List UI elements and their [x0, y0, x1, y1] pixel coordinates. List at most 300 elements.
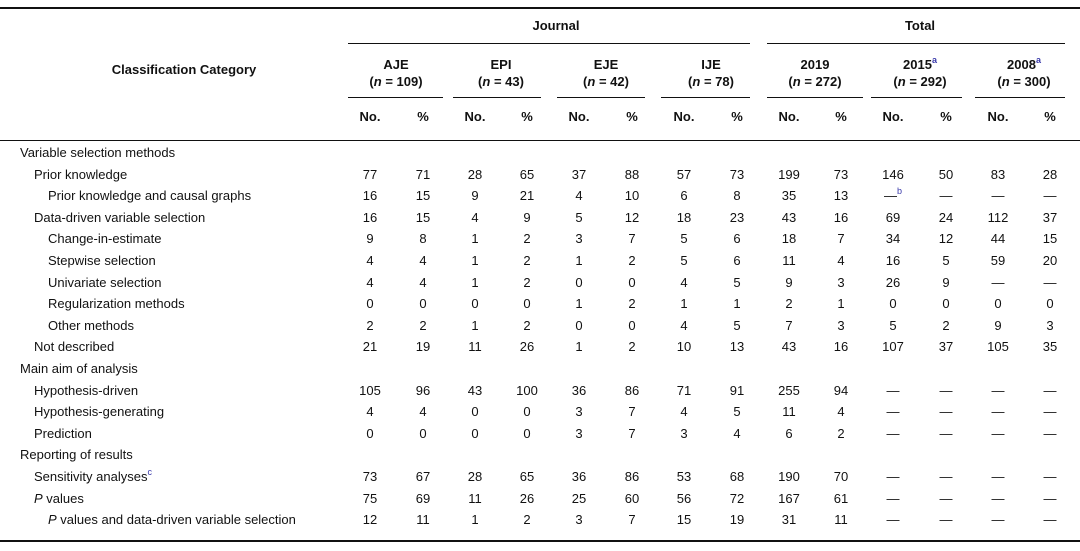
- group-n: (n = 300): [997, 74, 1051, 89]
- row-label: [34, 404, 164, 420]
- table-cell: 1: [471, 512, 479, 528]
- table-cell: 71: [415, 166, 431, 182]
- group-rule-0: [348, 97, 443, 98]
- group-name: 2019: [800, 57, 830, 72]
- table-cell: 4: [471, 209, 479, 225]
- table-cell: 0: [575, 274, 583, 290]
- table-cell: 4: [680, 404, 688, 420]
- table-cell: —: [1043, 404, 1057, 420]
- table-cell: 11: [468, 490, 482, 506]
- group-rule-2: [557, 97, 645, 98]
- no-header: No.: [359, 109, 381, 124]
- table-cell: 43: [781, 339, 797, 355]
- table-cell: —: [1043, 382, 1057, 398]
- table-cell: 16: [833, 209, 849, 225]
- table-cell: 75: [362, 490, 378, 506]
- row-label-text: Variable selection methods: [20, 145, 176, 160]
- table-cell: 11: [468, 339, 482, 355]
- table-cell: 16: [362, 209, 378, 225]
- row-label-text: Prior knowledge: [34, 166, 128, 182]
- table-cell: 1: [680, 296, 688, 312]
- table-cell: 9: [366, 231, 374, 247]
- row-label: [34, 167, 127, 183]
- table-cell: —: [939, 425, 953, 441]
- table-cell: 15: [415, 209, 431, 225]
- table-cell: 11: [782, 404, 796, 420]
- table-cell: 43: [467, 382, 483, 398]
- table-cell: —: [991, 404, 1005, 420]
- row-label: [20, 447, 133, 463]
- row-label: [34, 339, 114, 355]
- table-cell: 36: [571, 469, 587, 484]
- row-label-text: Other methods: [48, 317, 134, 333]
- row-label-text: Reporting of results: [20, 447, 133, 463]
- pct-header: %: [626, 109, 638, 124]
- table-cell: 0: [942, 296, 950, 312]
- no-header: No.: [464, 109, 486, 124]
- table-cell: —: [1043, 469, 1057, 484]
- group-rule-5: [871, 97, 962, 98]
- table-cell: 5: [889, 317, 897, 333]
- column-header-journal: Journal: [532, 18, 580, 33]
- group-name: 2008: [1007, 57, 1036, 72]
- table-cell: 50: [938, 166, 954, 182]
- total-rule: [767, 43, 1065, 44]
- group-rule-1: [453, 97, 541, 98]
- row-label-text: Hypothesis-generating: [34, 404, 165, 420]
- pct-header: %: [940, 109, 952, 124]
- table-cell: 0: [419, 296, 427, 312]
- pct-header: %: [731, 109, 743, 124]
- table-cell: 53: [676, 469, 692, 484]
- row-label: [34, 469, 152, 485]
- row-label: [20, 145, 175, 161]
- row-label-text: Stepwise selection: [48, 253, 156, 268]
- header-rule: [0, 140, 1080, 141]
- table-cell: 1: [575, 296, 583, 312]
- table-cell: 20: [1042, 253, 1058, 268]
- table-cell: 70: [833, 469, 849, 484]
- table-cell: 56: [676, 490, 692, 506]
- table-cell: 0: [523, 296, 531, 312]
- table-cell: 3: [575, 425, 583, 441]
- table-cell: 4: [419, 253, 427, 268]
- table-cell: 96: [415, 382, 431, 398]
- column-header-total: Total: [904, 18, 936, 33]
- table-cell: 1: [471, 231, 479, 247]
- row-label: [48, 318, 134, 334]
- table-cell: 5: [733, 317, 741, 333]
- table-cell: 28: [467, 166, 483, 182]
- table-cell: 57: [676, 166, 692, 182]
- table-cell: 16: [833, 339, 849, 355]
- table-cell: 35: [781, 188, 797, 204]
- table-cell: —: [1043, 425, 1057, 441]
- table-cell: 0: [523, 425, 531, 441]
- table-cell: 2: [628, 296, 636, 312]
- row-label-text: Data-driven variable selection: [34, 209, 206, 225]
- group-name: 2015: [903, 57, 932, 72]
- table-cell: 25: [571, 490, 587, 506]
- row-label: [34, 210, 205, 226]
- table-cell: 28: [467, 469, 483, 484]
- table-cell: 2: [523, 231, 531, 247]
- table-cell: 13: [729, 339, 745, 355]
- group-name: AJE: [383, 57, 409, 72]
- group-n: (n = 109): [369, 74, 423, 89]
- table-cell: 5: [680, 231, 688, 247]
- table-cell: 0: [628, 317, 636, 333]
- table-cell: —: [1043, 490, 1057, 506]
- table-cell: 71: [676, 382, 692, 398]
- row-label-text: Prior knowledge and causal graphs: [48, 188, 252, 204]
- table-cell: 0: [366, 425, 374, 441]
- table-cell: —: [886, 404, 900, 420]
- table-cell: 7: [628, 425, 636, 441]
- table-cell: 105: [359, 382, 381, 398]
- table-cell: 65: [519, 469, 535, 484]
- table-cell: 10: [676, 339, 692, 355]
- no-header: No.: [987, 109, 1009, 124]
- table-cell: 12: [938, 231, 954, 247]
- table-cell: 6: [733, 253, 741, 268]
- table-cell: 88: [624, 166, 640, 182]
- table-cell: 91: [729, 382, 745, 398]
- table-cell: 0: [575, 317, 583, 333]
- table-cell: 0: [994, 296, 1002, 312]
- table-cell: —: [939, 404, 953, 420]
- table-cell: 21: [362, 339, 378, 355]
- table-cell: 3: [837, 317, 845, 333]
- table-cell: 3: [575, 231, 583, 247]
- table-cell: —: [1043, 188, 1057, 204]
- table-cell: —: [991, 382, 1005, 398]
- row-label-text: values: [42, 490, 84, 506]
- table-cell: 190: [778, 469, 800, 484]
- group-n: (n = 43): [478, 74, 524, 89]
- no-header: No.: [882, 109, 904, 124]
- table-cell: 7: [628, 512, 636, 528]
- table-cell: 18: [676, 209, 692, 225]
- group-n: (n = 272): [788, 74, 842, 89]
- table-cell: 0: [628, 274, 636, 290]
- table-cell: 8: [733, 188, 741, 204]
- table-cell: —: [991, 490, 1005, 506]
- row-label-text: Not described: [34, 339, 115, 355]
- table-cell: 21: [519, 188, 535, 204]
- group-name: EPI: [490, 57, 512, 72]
- table-cell: 8: [419, 231, 427, 247]
- table-cell: 28: [1042, 166, 1058, 182]
- table-cell: —: [991, 274, 1005, 290]
- table-cell: —: [991, 425, 1005, 441]
- table-cell: 69: [415, 490, 431, 506]
- table-cell: 5: [733, 404, 741, 420]
- row-label-text: Main aim of analysis: [20, 361, 138, 376]
- group-n: (n = 42): [583, 74, 629, 89]
- group-header-1: [478, 56, 524, 90]
- row-label: [48, 275, 161, 291]
- table-cell: 4: [419, 404, 427, 420]
- table-cell: 4: [680, 274, 688, 290]
- table-cell: 112: [987, 209, 1009, 225]
- table-cell: 2: [366, 317, 374, 333]
- table-cell: 4: [733, 425, 741, 441]
- table-cell: 18: [781, 231, 797, 247]
- table-cell: 1: [575, 253, 583, 268]
- table-cell: 37: [1042, 209, 1058, 225]
- table-cell: 12: [362, 512, 378, 528]
- group-header-0: [369, 56, 422, 90]
- table-cell: 4: [837, 404, 845, 420]
- table-cell: 0: [471, 404, 479, 420]
- group-header-3: [688, 56, 734, 90]
- row-label: [48, 231, 161, 247]
- table-cell: 19: [415, 339, 431, 355]
- table-cell: 0: [419, 425, 427, 441]
- group-n: (n = 78): [688, 74, 734, 89]
- row-label-text: Univariate selection: [48, 274, 162, 290]
- pct-header: %: [417, 109, 429, 124]
- table-cell: 9: [785, 274, 793, 290]
- table-cell: 37: [938, 339, 954, 355]
- table-cell: —: [939, 188, 953, 204]
- table-cell: —: [1043, 274, 1057, 290]
- group-n: (n = 292): [893, 74, 947, 89]
- footnote-marker: a: [1035, 55, 1041, 65]
- table-cell: 4: [575, 188, 583, 204]
- row-label-text: Prediction: [34, 425, 92, 441]
- row-label-italic: P: [48, 512, 57, 528]
- table-cell: 60: [624, 490, 640, 506]
- table-cell: 2: [523, 253, 531, 268]
- row-label: [20, 361, 138, 377]
- table-cell: 2: [523, 317, 531, 333]
- table-cell: 255: [778, 382, 800, 398]
- table-cell: 11: [416, 512, 430, 528]
- table-cell: 3: [680, 425, 688, 441]
- table-cell: 1: [471, 317, 479, 333]
- table-cell: 6: [680, 188, 688, 204]
- table-cell: 107: [882, 339, 904, 355]
- table-cell: 31: [781, 512, 797, 528]
- table-cell: 4: [419, 274, 427, 290]
- table-cell: 9: [471, 188, 479, 204]
- table-cell: —: [991, 469, 1005, 484]
- pct-header: %: [835, 109, 847, 124]
- bottom-rule: [0, 540, 1080, 542]
- table-cell: 59: [990, 253, 1006, 268]
- table-cell: 61: [833, 490, 849, 506]
- no-header: No.: [778, 109, 800, 124]
- group-rule-3: [661, 97, 750, 98]
- table-cell: —: [886, 425, 900, 441]
- table-cell: 12: [624, 209, 640, 225]
- table-cell: —: [886, 490, 900, 506]
- row-label: [34, 426, 92, 442]
- table-cell: 2: [419, 317, 427, 333]
- table-cell: 100: [516, 382, 538, 398]
- journal-rule: [348, 43, 750, 44]
- table-cell: 24: [938, 209, 954, 225]
- footnote-marker: c: [147, 467, 152, 477]
- table-cell: 2: [628, 339, 636, 355]
- group-rule-4: [767, 97, 863, 98]
- row-label-text: Change-in-estimate: [48, 231, 162, 247]
- table-cell: 73: [833, 166, 849, 182]
- table-cell: 44: [990, 231, 1006, 247]
- table-cell: 4: [366, 404, 374, 420]
- table-cell: —: [939, 512, 953, 528]
- top-rule: [0, 7, 1080, 9]
- table-cell: —$^b$: [883, 186, 903, 204]
- table-cell: —: [886, 382, 900, 398]
- table-cell: 5: [575, 209, 583, 225]
- no-header: No.: [568, 109, 590, 124]
- table-cell: 4: [366, 274, 374, 290]
- table-cell: 7: [837, 231, 845, 247]
- table-cell: 4: [680, 317, 688, 333]
- table-cell: 26: [885, 274, 901, 290]
- group-header-6: [997, 56, 1050, 90]
- table-cell: 69: [885, 209, 901, 225]
- table-cell: 11: [834, 512, 848, 528]
- table-cell: 2: [523, 274, 531, 290]
- table-cell: 0: [366, 296, 374, 312]
- table-cell: 15: [676, 512, 692, 528]
- table-cell: 13: [833, 188, 849, 204]
- table-cell: 6: [733, 231, 741, 247]
- row-label: [48, 188, 251, 204]
- table-cell: 1: [837, 296, 845, 312]
- table-cell: 0: [889, 296, 897, 312]
- table-cell: 0: [471, 425, 479, 441]
- table-cell: 77: [362, 166, 378, 182]
- table-cell: 83: [990, 166, 1006, 182]
- table-cell: 2: [837, 425, 845, 441]
- row-label: [34, 383, 138, 399]
- table-cell: 26: [519, 490, 535, 506]
- table-cell: 68: [729, 469, 745, 484]
- column-header-category: Classification Category: [111, 62, 257, 77]
- pct-header: %: [521, 109, 533, 124]
- table-cell: —: [886, 469, 900, 484]
- table-cell: 72: [729, 490, 745, 506]
- row-label: [48, 296, 185, 312]
- table-cell: 26: [519, 339, 535, 355]
- table-cell: 7: [628, 404, 636, 420]
- table-cell: 3: [575, 404, 583, 420]
- table-cell: 10: [624, 188, 640, 204]
- table-cell: —: [939, 490, 953, 506]
- table-cell: 4: [837, 253, 845, 268]
- table-cell: 23: [729, 209, 745, 225]
- group-rule-6: [975, 97, 1065, 98]
- table-cell: 105: [987, 339, 1009, 355]
- row-label-text: Hypothesis-driven: [34, 382, 139, 398]
- table-cell: 43: [781, 209, 797, 225]
- table-cell: 2: [785, 296, 793, 312]
- table-cell: 0: [523, 404, 531, 420]
- row-label-text: Sensitivity analyses: [34, 469, 148, 484]
- table-cell: 16: [885, 253, 901, 268]
- row-label: [48, 253, 156, 269]
- table-cell: 199: [778, 166, 800, 182]
- table-cell: 16: [362, 188, 378, 204]
- table-cell: —: [991, 512, 1005, 528]
- table-cell: 11: [782, 253, 796, 268]
- table-cell: 7: [628, 231, 636, 247]
- group-header-2: [583, 56, 629, 90]
- table-cell: 3: [837, 274, 845, 290]
- table-cell: 1: [471, 274, 479, 290]
- table-cell: —: [886, 512, 900, 528]
- group-header-4: [788, 56, 841, 90]
- table-cell: 146: [882, 166, 904, 182]
- table-cell: 6: [785, 425, 793, 441]
- pct-header: %: [1044, 109, 1056, 124]
- footnote-marker: b: [896, 186, 903, 197]
- table-cell: 2: [523, 512, 531, 528]
- table-cell: 5: [733, 274, 741, 290]
- table-cell: 5: [680, 253, 688, 268]
- row-label-text: values and data-driven variable selection: [56, 512, 296, 528]
- table-cell: 73: [362, 469, 378, 484]
- table-cell: 1: [733, 296, 741, 312]
- table-cell: 4: [366, 253, 374, 268]
- table-cell: —: [939, 382, 953, 398]
- table-cell: 65: [519, 166, 535, 182]
- table-cell: 0: [1046, 296, 1054, 312]
- table-cell: 86: [624, 382, 640, 398]
- table-cell: 9: [942, 274, 950, 290]
- table-cell: 36: [571, 382, 587, 398]
- table-cell: 167: [778, 490, 800, 506]
- group-header-5: [893, 56, 946, 90]
- table-cell: —: [939, 469, 953, 484]
- row-label: [48, 512, 296, 528]
- group-name: EJE: [593, 57, 619, 72]
- table-cell: 1: [471, 253, 479, 268]
- table-cell: 5: [942, 253, 950, 268]
- table-cell: 67: [415, 469, 431, 484]
- row-label-italic: P: [34, 490, 43, 506]
- table-cell: 2: [942, 317, 950, 333]
- table-cell: —: [991, 188, 1005, 204]
- table-cell: 7: [785, 317, 793, 333]
- table-cell: 1: [575, 339, 583, 355]
- row-label: [34, 491, 84, 507]
- row-label-text: Regularization methods: [48, 296, 185, 312]
- footnote-marker: a: [931, 55, 937, 65]
- table-cell: 73: [729, 166, 745, 182]
- table-cell: 2: [628, 253, 636, 268]
- table-cell: 15: [1042, 231, 1058, 247]
- table-cell: 86: [624, 469, 640, 484]
- table-cell: —: [1043, 512, 1057, 528]
- table-cell: 3: [575, 512, 583, 528]
- table-cell: 34: [885, 231, 901, 247]
- table-cell: 9: [994, 317, 1002, 333]
- table-cell: 35: [1042, 339, 1058, 355]
- group-name: IJE: [701, 57, 721, 72]
- table-cell: 37: [571, 166, 587, 182]
- table-cell: 3: [1046, 317, 1054, 333]
- table-cell: 0: [471, 296, 479, 312]
- no-header: No.: [673, 109, 695, 124]
- table-cell: 9: [523, 209, 531, 225]
- table-cell: 94: [833, 382, 849, 398]
